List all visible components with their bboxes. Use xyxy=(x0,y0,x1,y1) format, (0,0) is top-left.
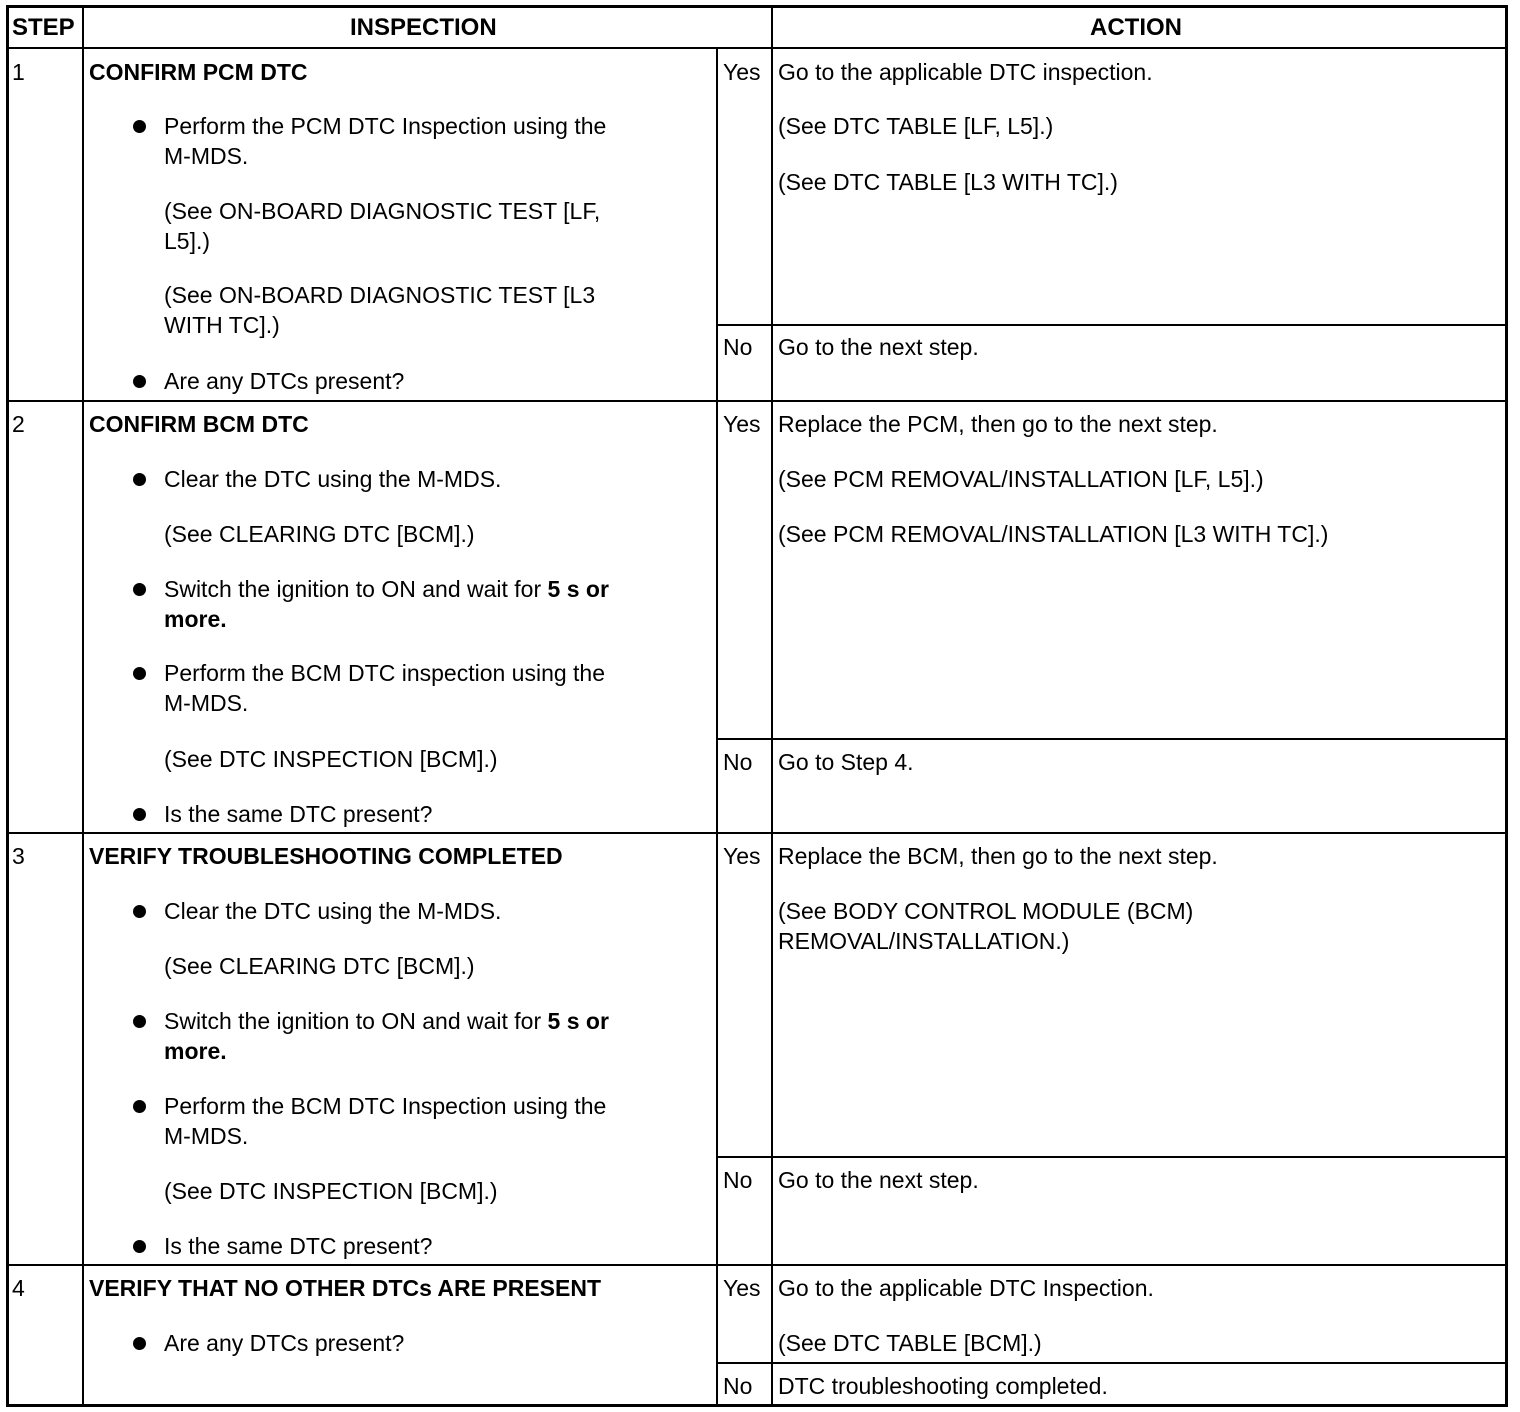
yes-label: Yes xyxy=(723,59,761,85)
action-line: (See PCM REMOVAL/INSTALLATION [LF, L5].) xyxy=(778,466,1264,492)
step-title: VERIFY THAT NO OTHER DTCs ARE PRESENT xyxy=(89,1275,602,1301)
inspection-line xyxy=(164,574,609,604)
header-action: ACTION xyxy=(1090,14,1182,41)
action-line: (See DTC TABLE [L3 WITH TC].) xyxy=(778,169,1118,195)
bullet-icon xyxy=(133,905,146,918)
step-title: CONFIRM BCM DTC xyxy=(89,411,309,437)
inspection-question: Is the same DTC present? xyxy=(164,801,433,827)
yes-label: Yes xyxy=(723,1275,761,1301)
inspection-line: Perform the BCM DTC inspection using the xyxy=(164,660,606,686)
header-step: STEP xyxy=(12,14,75,41)
action-line: Go to the next step. xyxy=(778,334,979,360)
row-divider xyxy=(6,832,1508,834)
header-inspection: INSPECTION xyxy=(350,14,497,41)
action-line: Go to Step 4. xyxy=(778,749,914,775)
action-line: (See PCM REMOVAL/INSTALLATION [L3 WITH TC].) xyxy=(778,521,1329,547)
inspection-line-bold: more. xyxy=(164,1038,227,1064)
column-divider-action xyxy=(771,5,773,1407)
step-number: 3 xyxy=(12,843,25,869)
action-line: DTC troubleshooting completed. xyxy=(778,1373,1108,1399)
yes-no-divider xyxy=(716,1156,1508,1158)
yes-label: Yes xyxy=(723,843,761,869)
yes-no-divider xyxy=(716,738,1508,740)
inspection-line: Perform the BCM DTC Inspection using the xyxy=(164,1093,607,1119)
bullet-icon xyxy=(133,1100,146,1113)
no-label: No xyxy=(723,334,753,360)
inspection-text-bold: 5 s or xyxy=(547,576,609,602)
inspection-line: M-MDS. xyxy=(164,690,249,716)
yes-label: Yes xyxy=(723,411,761,437)
inspection-text: Switch the ignition to ON and wait for xyxy=(164,576,548,602)
reference-line: (See CLEARING DTC [BCM].) xyxy=(164,521,475,547)
step-title: VERIFY TROUBLESHOOTING COMPLETED xyxy=(89,843,563,869)
yes-no-divider xyxy=(716,324,1508,326)
action-line: (See DTC TABLE [BCM].) xyxy=(778,1330,1042,1356)
bullet-icon xyxy=(133,808,146,821)
bullet-icon xyxy=(133,120,146,133)
action-line: REMOVAL/INSTALLATION.) xyxy=(778,928,1070,954)
step-number: 4 xyxy=(12,1275,25,1301)
bullet-icon xyxy=(133,583,146,596)
bullet-icon xyxy=(133,375,146,388)
column-divider-inspection xyxy=(716,47,718,1407)
bullet-icon xyxy=(133,473,146,486)
no-label: No xyxy=(723,749,753,775)
inspection-question: Is the same DTC present? xyxy=(164,1233,433,1259)
inspection-line: Clear the DTC using the M-MDS. xyxy=(164,898,502,924)
reference-line: L5].) xyxy=(164,228,211,254)
no-label: No xyxy=(723,1167,753,1193)
header-divider xyxy=(6,47,1508,49)
inspection-text: Switch the ignition to ON and wait for xyxy=(164,1008,548,1034)
reference-line: (See DTC INSPECTION [BCM].) xyxy=(164,746,498,772)
inspection-text-bold: 5 s or xyxy=(547,1008,609,1034)
inspection-question: Are any DTCs present? xyxy=(164,368,405,394)
reference-line: (See CLEARING DTC [BCM].) xyxy=(164,953,475,979)
bullet-icon xyxy=(133,1240,146,1253)
column-divider-step xyxy=(82,5,84,1407)
table-border-top xyxy=(6,5,1508,8)
action-line: Replace the BCM, then go to the next step. xyxy=(778,843,1218,869)
bullet-icon xyxy=(133,1015,146,1028)
table-border-left xyxy=(6,5,9,1407)
step-number: 1 xyxy=(12,59,25,85)
inspection-line: M-MDS. xyxy=(164,1123,249,1149)
step-number: 2 xyxy=(12,411,25,437)
reference-line: (See ON-BOARD DIAGNOSTIC TEST [L3 xyxy=(164,282,596,308)
row-divider xyxy=(6,400,1508,402)
bullet-icon xyxy=(133,1337,146,1350)
row-divider xyxy=(6,1264,1508,1266)
inspection-line: Clear the DTC using the M-MDS. xyxy=(164,466,502,492)
inspection-line: Perform the PCM DTC Inspection using the xyxy=(164,113,607,139)
action-line: (See DTC TABLE [LF, L5].) xyxy=(778,113,1054,139)
action-line: Go to the next step. xyxy=(778,1167,979,1193)
bullet-icon xyxy=(133,667,146,680)
inspection-line xyxy=(164,1006,609,1036)
step-title: CONFIRM PCM DTC xyxy=(89,59,308,85)
table-border-right xyxy=(1505,5,1508,1407)
action-line: Go to the applicable DTC Inspection. xyxy=(778,1275,1154,1301)
inspection-question: Are any DTCs present? xyxy=(164,1330,405,1356)
inspection-line-bold: more. xyxy=(164,606,227,632)
action-line: Go to the applicable DTC inspection. xyxy=(778,59,1153,85)
reference-line: (See DTC INSPECTION [BCM].) xyxy=(164,1178,498,1204)
inspection-line: M-MDS. xyxy=(164,143,249,169)
table-border-bottom xyxy=(6,1404,1508,1407)
reference-line: (See ON-BOARD DIAGNOSTIC TEST [LF, xyxy=(164,198,601,224)
yes-no-divider xyxy=(716,1362,1508,1364)
reference-line: WITH TC].) xyxy=(164,312,280,338)
action-line: (See BODY CONTROL MODULE (BCM) xyxy=(778,898,1194,924)
action-line: Replace the PCM, then go to the next step. xyxy=(778,411,1218,437)
no-label: No xyxy=(723,1373,753,1399)
